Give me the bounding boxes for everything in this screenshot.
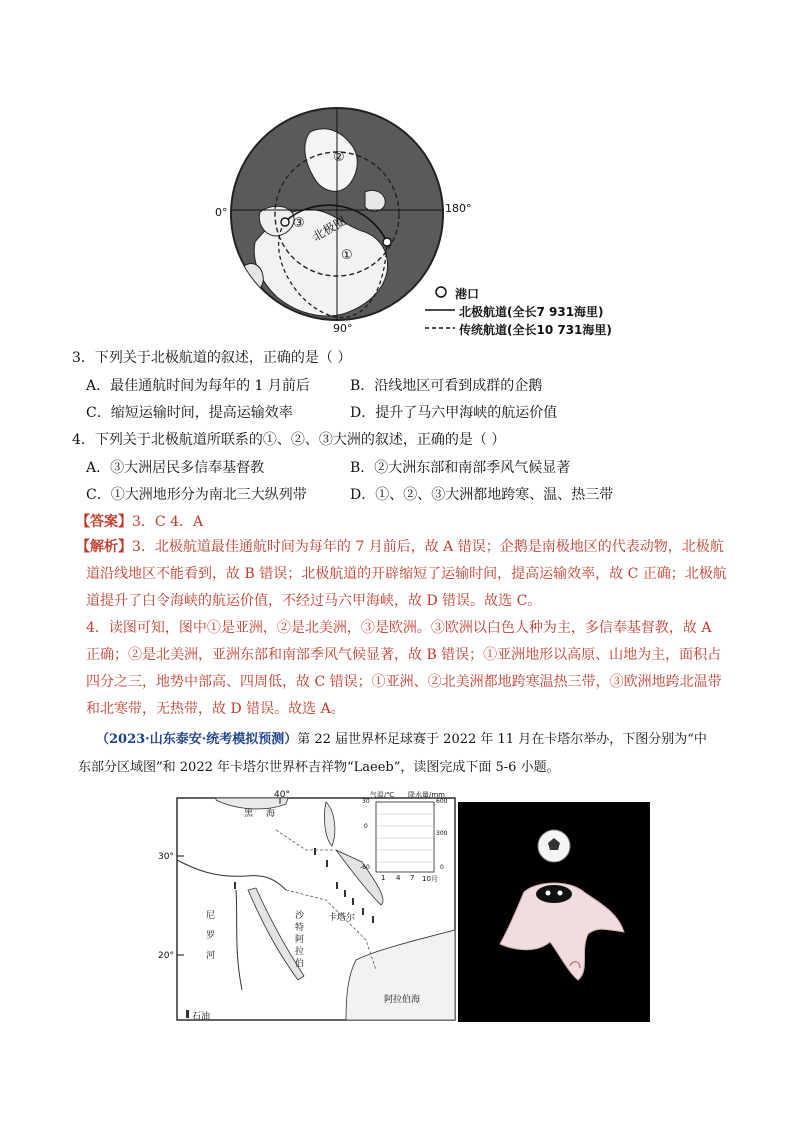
legend-port-label: 港口 — [455, 287, 480, 301]
climate-month-10: 10月 — [422, 875, 438, 883]
question-4-option-c: C．①大洲地形分为南北三大纵列带 — [86, 487, 307, 503]
question-4-option-d: D．①、②、③大洲都地跨寒、温、热三带 — [350, 487, 614, 503]
me-saudi-5: 伯 — [295, 959, 305, 969]
me-nile-3: 河 — [206, 951, 216, 961]
me-black-sea-2: 海 — [266, 809, 276, 819]
answer-text: 3．C 4．A — [132, 514, 204, 530]
me-arabian-sea: 阿拉伯海 — [384, 995, 421, 1005]
climate-temp-tick-0: 0 — [364, 823, 368, 830]
polar-region-1: ① — [341, 248, 353, 263]
polar-label-0: 0° — [215, 206, 228, 219]
mascot-image — [458, 802, 650, 1022]
legend-arctic-route-label: 北极航道(全长7 931海里) — [459, 305, 604, 319]
analysis-tag: 【解析】 — [76, 539, 132, 555]
analysis-p2-line2: 正确；②是北美洲，亚洲东部和南部季风气候显著，故 B 错误；①亚洲地形以高原、山地为主，面积占 — [86, 647, 722, 663]
legend-traditional-route-label: 传统航道(全长10 731海里) — [459, 323, 612, 337]
question-3-option-c: C．缩短运输时间，提高运输效率 — [86, 405, 293, 421]
polar-label-180: 180° — [445, 202, 472, 215]
analysis-p1-line1 — [76, 534, 726, 561]
arctic-circle-label: 北极圈 — [310, 213, 349, 244]
question-3-option-b: B．沿线地区可看到成群的企鹅 — [350, 378, 543, 394]
climate-precip-tick-600: 600 — [436, 798, 448, 805]
climate-precip-tick-0: 0 — [440, 864, 444, 871]
me-lat-20: 20° — [158, 951, 174, 961]
climate-precip-label: 降水量/mm — [408, 791, 445, 799]
question-3-option-a: A．最佳通航时间为每年的 1 月前后 — [86, 378, 310, 394]
question-3-stem: 3．下列关于北极航道的叙述，正确的是（ ） — [72, 350, 352, 366]
me-saudi-4: 拉 — [295, 947, 305, 957]
analysis-block — [76, 534, 726, 723]
analysis-p1-text-1: 3．北极航道最佳通航时间为每年的 7 月前后，故 A 错误；企鹅是南极地区的代表动物，北极航 — [132, 539, 724, 555]
me-lat-30: 30° — [158, 852, 174, 862]
climate-precip-tick-300: 300 — [436, 830, 448, 837]
source-line2: 东部分区域图”和 2022 年卡塔尔世界杯吉祥物“Laeeb”，读图完成下面 5-6 小题。 — [78, 760, 560, 775]
analysis-p1-line2: 道沿线地区不能看到，故 B 错误；北极航道的开辟缩短了运输时间，提高运输效率，故 C 正确；北极航 — [86, 566, 727, 582]
me-oil-legend: 石油 — [192, 1012, 211, 1022]
mascot-graphic — [458, 802, 650, 1022]
climate-month-1: 1 — [381, 874, 386, 882]
question-4-option-b: B．②大洲东部和南部季风气候显著 — [350, 460, 571, 476]
source-line1-text: 第 22 届世界杯足球赛于 2022 年 11 月在卡塔尔举办，下图分别为“中 — [297, 732, 707, 747]
climate-temp-tick-30: 30 — [362, 798, 370, 805]
me-saudi-1: 沙 — [295, 911, 305, 921]
source-tag: （2023·山东泰安·统考模拟预测） — [96, 732, 298, 747]
me-qatar: 卡塔尔 — [328, 913, 356, 923]
source-block — [78, 726, 736, 782]
answer-tag: 【答案】 — [76, 514, 132, 530]
analysis-p2-line1: 4．读图可知，图中①是亚洲，②是北美洲，③是欧洲。③欧洲以白色人种为主，多信奉基督教，故 A — [86, 620, 712, 636]
analysis-p1-line3: 道提升了白令海峡的航运价值，不经过马六甲海峡，故 D 错误。故选 C。 — [86, 593, 542, 609]
middle-east-map-figure — [158, 790, 456, 1022]
climate-temp-tick-minus60: -60 — [360, 864, 370, 871]
question-4-option-a: A．③大洲居民多信奉基督教 — [86, 460, 265, 476]
me-saudi-2: 特 — [295, 923, 305, 933]
middle-east-map-graphic — [176, 790, 456, 1022]
question-3-option-d: D．提升了马六甲海峡的航运价值 — [350, 405, 558, 421]
polar-label-90: 90° — [333, 322, 353, 335]
analysis-p2-line4: 和北寒带，无热带，故 D 错误。故选 A。 — [86, 701, 345, 717]
climate-month-7: 7 — [410, 874, 415, 882]
me-lon-40: 40° — [274, 790, 290, 800]
polar-map-figure — [215, 92, 615, 342]
question-4-stem: 4．下列关于北极航道所联系的①、②、③大洲的叙述，正确的是（ ） — [72, 432, 506, 448]
climate-temp-label: 气温/℃ — [370, 791, 395, 799]
analysis-p2-line3: 四分之三，地势中部高、四周低，故 C 错误；①亚洲、②北美洲都地跨寒温热三带，③欧洲地跨北温带 — [86, 674, 722, 690]
me-saudi-3: 阿 — [295, 935, 305, 945]
polar-region-3: ③ — [293, 216, 305, 231]
source-line1 — [96, 726, 736, 754]
answer-line — [76, 513, 203, 531]
me-nile-1: 尼 — [206, 911, 216, 921]
me-black-sea-1: 黑 — [244, 809, 254, 819]
climate-month-4: 4 — [396, 874, 401, 882]
me-nile-2: 罗 — [206, 931, 216, 941]
polar-region-2: ② — [333, 150, 345, 165]
